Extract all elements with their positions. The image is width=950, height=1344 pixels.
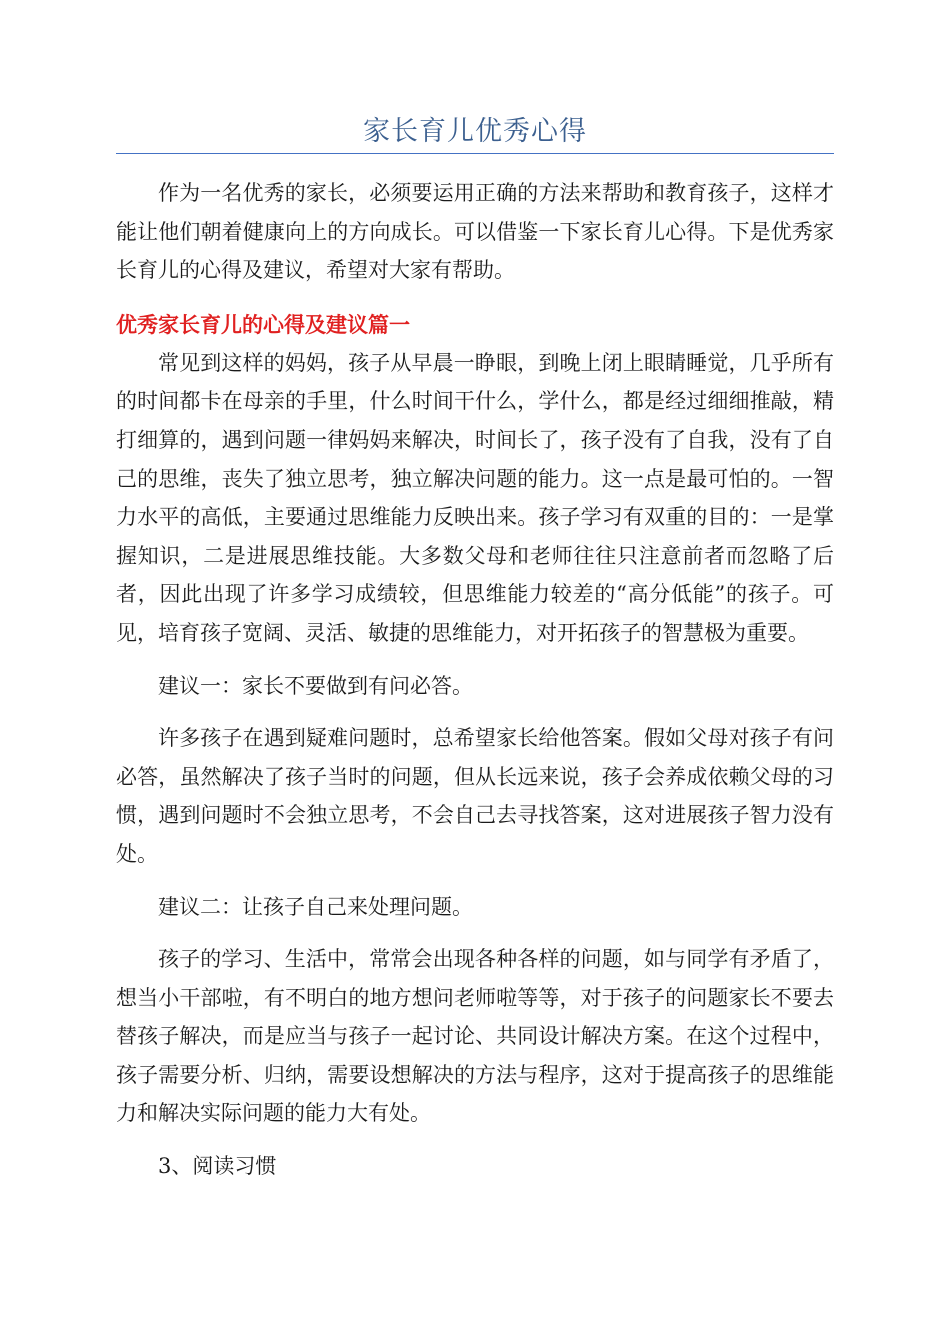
intro-paragraph: 作为一名优秀的家长，必须要运用正确的方法来帮助和教育孩子，这样才能让他们朝着健康向上的方向成长。可以借鉴一下家长育儿心得。下是优秀家长育儿的心得及建议，希望对大家有帮助。	[116, 181, 834, 283]
body-paragraph: 常见到这样的妈妈，孩子从早晨一睁眼，到晚上闭上眼睛睡觉，几乎所有的时间都卡在母亲的手里，什么时间干什么，学什么，都是经过细细推敲，精打细算的，遇到问题一律妈妈来解决，时间长了，孩子没有了自我，没有了自己的思维，丧失了独立思考，独立解决问题的能力。这一点是最可怕的。一智力水平的高低，主要通过思维能力反映出来。孩子学习有双重的目的：一是掌握知识，二是进展思维技能。大多数父母和老师往往只注意前者而忽略了后者，因此出现了许多学习成绩较，但思维能力较差的“高分低能”的孩子。可见，培育孩子宽阔、灵活、敏捷的思维能力，对开拓孩子的智慧极为重要。	[116, 350, 834, 645]
title-underline	[116, 153, 834, 154]
body-paragraph: 孩子的学习、生活中，常常会出现各种各样的问题，如与同学有矛盾了，想当小干部啦，有不明白的地方想问老师啦等等，对于孩子的问题家长不要去替孩子解决，而是应当与孩子一起讨论、共同设计解决方案。在这个过程中，孩子需要分析、归纳，需要设想解决的方法与程序，这对于提高孩子的思维能力和解决实际问题的能力大有处。	[116, 947, 834, 1126]
suggestion-heading: 建议一：家长不要做到有问必答。	[158, 673, 473, 698]
document-body	[116, 174, 834, 1186]
body-paragraph: 许多孩子在遇到疑难问题时，总希望家长给他答案。假如父母对孩子有问必答，虽然解决了孩子当时的问题，但从长远来说，孩子会养成依赖父母的习惯，遇到问题时不会独立思考，不会自己去寻找答案，这对进展孩子智力没有处。	[116, 726, 834, 866]
section-heading: 优秀家长育儿的心得及建议篇一	[116, 312, 410, 337]
subsection-heading: 3、阅读习惯	[158, 1154, 277, 1179]
suggestion-heading: 建议二：让孩子自己来处理问题。	[158, 894, 473, 919]
document-title: 家长育儿优秀心得	[363, 116, 587, 147]
